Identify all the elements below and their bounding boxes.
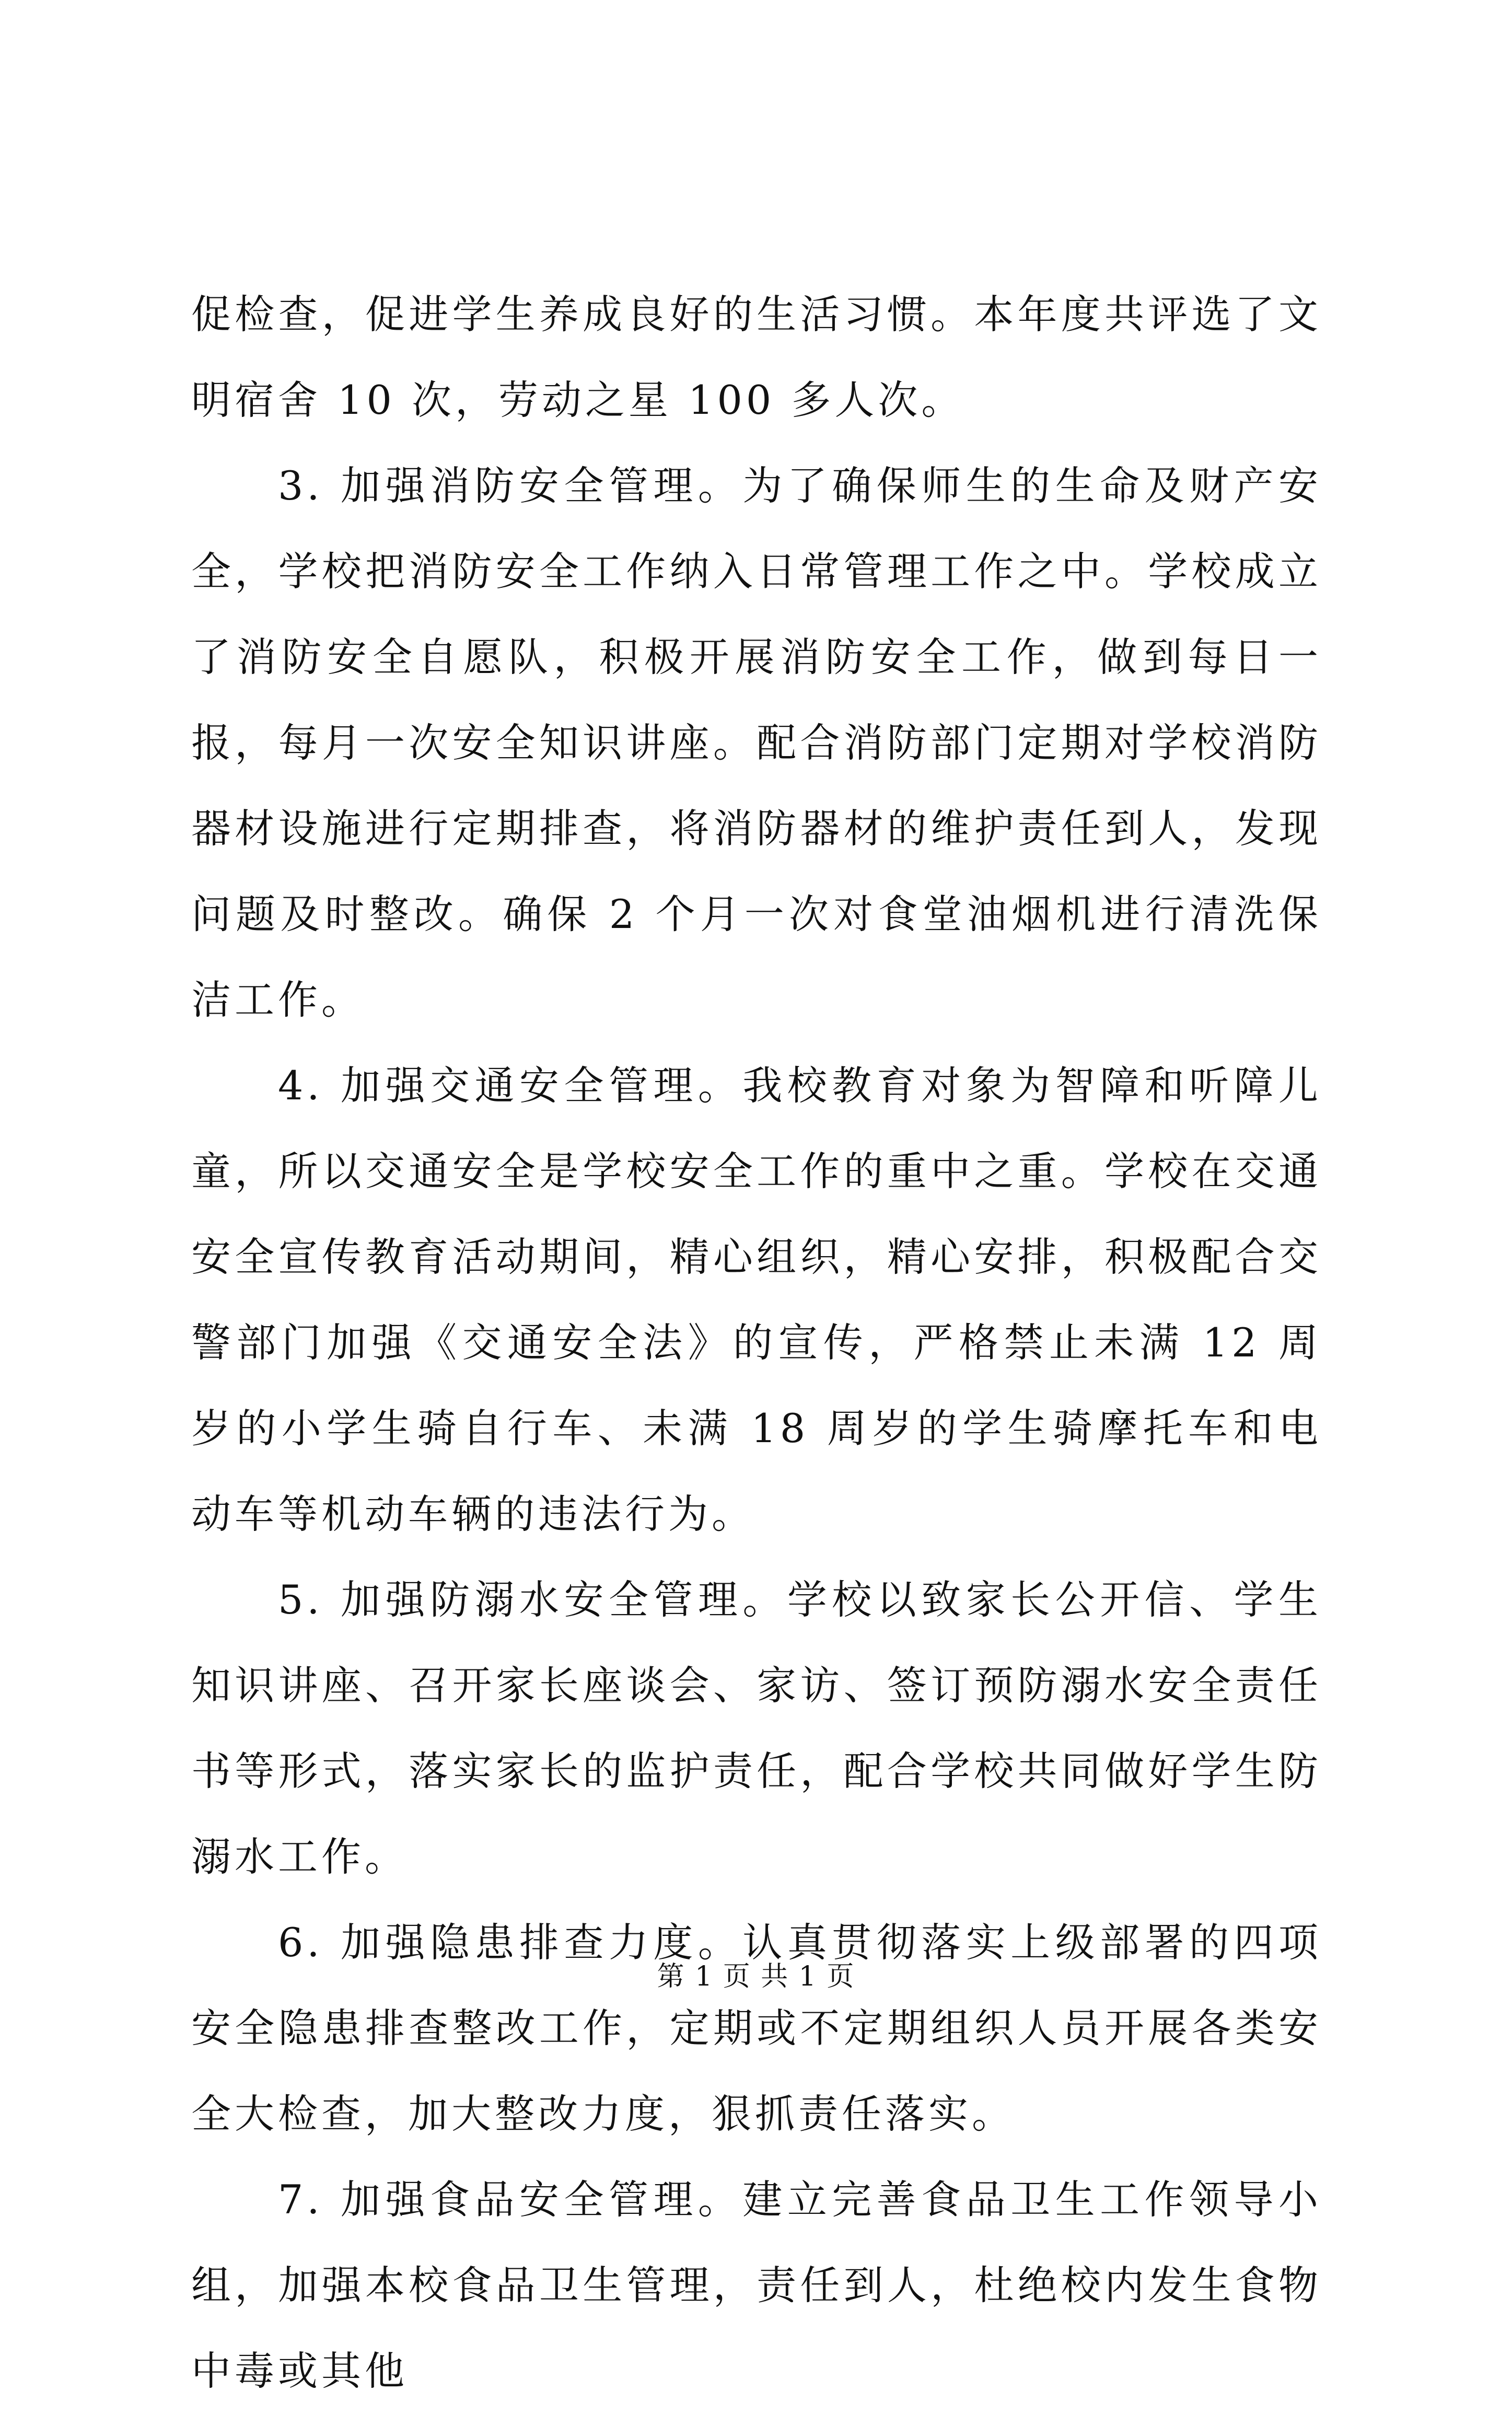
paragraph-fire-safety: 3. 加强消防安全管理。为了确保师生的生命及财产安全，学校把消防安全工作纳入日常管理工作之中。学校成立了消防安全自愿队，积极开展消防安全工作，做到每日一报，每月一次安全知识讲座。配合消防部门定期对学校消防器材设施进行定期排查，将消防器材的维护责任到人，发现问题及时整改。确保 2 个月一次对食堂油烟机进行清洗保洁工作。	[191, 462, 1322, 1023]
paragraph-food-safety: 7. 加强食品安全管理。建立完善食品卫生工作领导小组，加强本校食品卫生管理，责任到人，杜绝校内发生食物中毒或其他	[191, 2176, 1322, 2394]
paragraph-traffic-safety: 4. 加强交通安全管理。我校教育对象为智障和听障儿童，所以交通安全是学校安全工作的重中之重。学校在交通安全宣传教育活动期间，精心组织，精心安排，积极配合交警部门加强《交通安全法》的宣传，严格禁止未满 12 周岁的小学生骑自行车、未满 18 周岁的学生骑摩托车和电动车等机动车辆的违法行为。	[191, 1062, 1322, 1537]
paragraph-drowning-prevention: 5. 加强防溺水安全管理。学校以致家长公开信、学生知识讲座、召开家长座谈会、家访、签订预防溺水安全责任书等形式，落实家长的监护责任，配合学校共同做好学生防溺水工作。	[191, 1576, 1322, 1880]
paragraph-1: 促检查，促进学生养成良好的生活习惯。本年度共评选了文明宿舍 10 次，劳动之星 100 多人次。	[191, 291, 1322, 423]
page-footer: 第 1 页 共 1 页	[657, 1961, 855, 1992]
paragraph-hazard-inspection: 6. 加强隐患排查力度。认真贯彻落实上级部署的四项安全隐患排查整改工作，定期或不定期组织人员开展各类安全大检查，加大整改力度，狠抓责任落实。	[191, 1919, 1322, 2137]
document-body	[191, 272, 1322, 2414]
